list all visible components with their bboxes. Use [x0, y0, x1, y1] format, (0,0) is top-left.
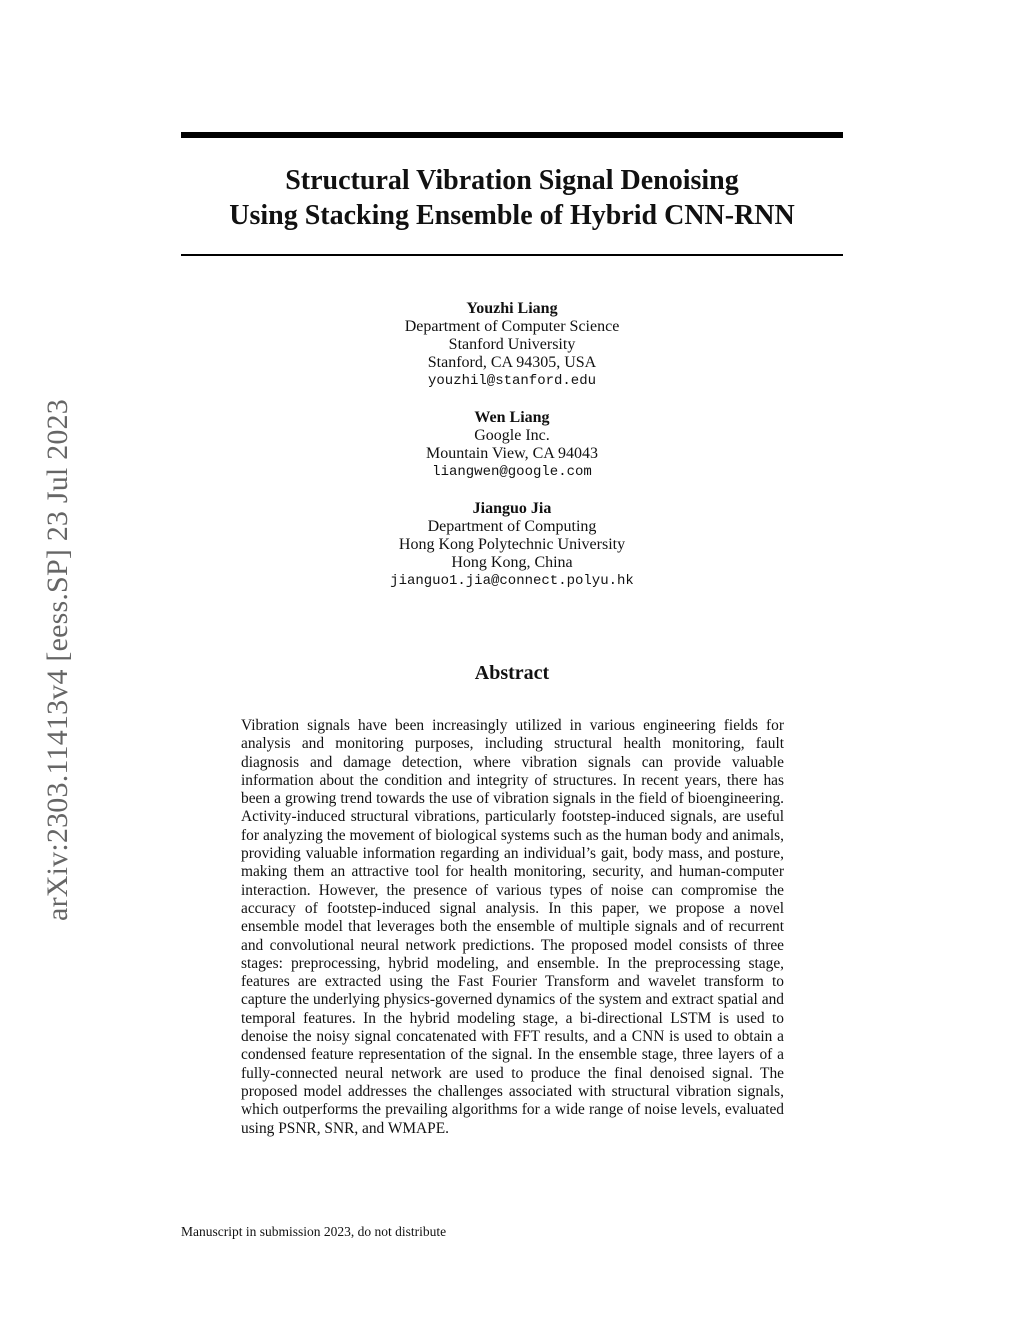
title-line-1: Structural Vibration Signal Denoising	[285, 165, 739, 196]
abstract-body: Vibration signals have been increasingly utilized in various engineering fields for analysis and monitoring purposes, including structural health monitoring, fault diagnosis and damage detection, where vibration signals can provide valuable information about the condition and integrity of structures. In recent years, there has been a growing trend towards the use of vibration signals in the field of bioengineering. Activity-induced structural vibrations, particularly footstep-induced signals, are useful for analyzing the movement of biological systems such as the human body and animals, providing valuable information regarding an individual’s gait, body mass, and posture, making them an attractive tool for health monitoring, security, and human-computer interaction. However, the presence of various types of noise can compromise the accuracy of footstep-induced signal analysis. In this paper, we propose a novel ensemble model that leverages both the ensemble of multiple signals and of recurrent and convolutional neural network predictions. The proposed model consists of three stages: preprocessing, hybrid modeling, and ensemble. In the preprocessing stage, features are extracted using the Fast Fourier Transform and wavelet transform to capture the underlying physics-governed dynamics of the system and extract spatial and temporal features. In the hybrid modeling stage, a bi-directional LSTM is used to denoise the noisy signal concatenated with FFT results, and a CNN is used to obtain a condensed feature representation of the signal. In the ensemble stage, three layers of a fully-connected neural network are used to produce the final denoised signal. The proposed model addresses the challenges associated with structural vibration signals, which outperforms the prevailing algorithms for a wide range of noise levels, evaluated using PSNR, SNR, and WMAPE.	[241, 717, 784, 1137]
author-address: Hong Kong, China	[451, 554, 573, 571]
author-affiliation: Department of Computer Science	[404, 318, 620, 335]
author-2	[181, 409, 843, 482]
author-3	[181, 500, 843, 591]
author-affiliation: Hong Kong Polytechnic University	[398, 536, 626, 553]
author-block	[181, 300, 843, 609]
author-email: liangwen@google.com	[432, 464, 592, 480]
author-affiliation: Stanford University	[448, 336, 576, 353]
author-affiliation: Department of Computing	[427, 518, 597, 535]
author-name: Youzhi Liang	[466, 300, 558, 317]
abstract-heading: Abstract	[474, 662, 550, 684]
author-affiliation: Google Inc.	[474, 427, 550, 444]
author-name: Wen Liang	[474, 409, 550, 426]
author-name: Jianguo Jia	[472, 500, 552, 517]
arxiv-identifier: arXiv:2303.11413v4 [eess.SP] 23 Jul 2023	[41, 399, 74, 921]
author-address: Stanford, CA 94305, USA	[427, 354, 597, 371]
author-email: youzhil@stanford.edu	[427, 373, 597, 389]
author-1	[181, 300, 843, 391]
author-email: jianguo1.jia@connect.polyu.hk	[390, 573, 634, 589]
title-line-2: Using Stacking Ensemble of Hybrid CNN-RNN	[229, 200, 795, 231]
author-address: Mountain View, CA 94043	[426, 445, 598, 462]
paper-title	[181, 163, 843, 233]
arxiv-sidebar	[42, 365, 74, 955]
footer-note: Manuscript in submission 2023, do not distribute	[181, 1224, 447, 1239]
title-top-rule	[181, 132, 843, 138]
title-bottom-rule	[181, 254, 843, 256]
